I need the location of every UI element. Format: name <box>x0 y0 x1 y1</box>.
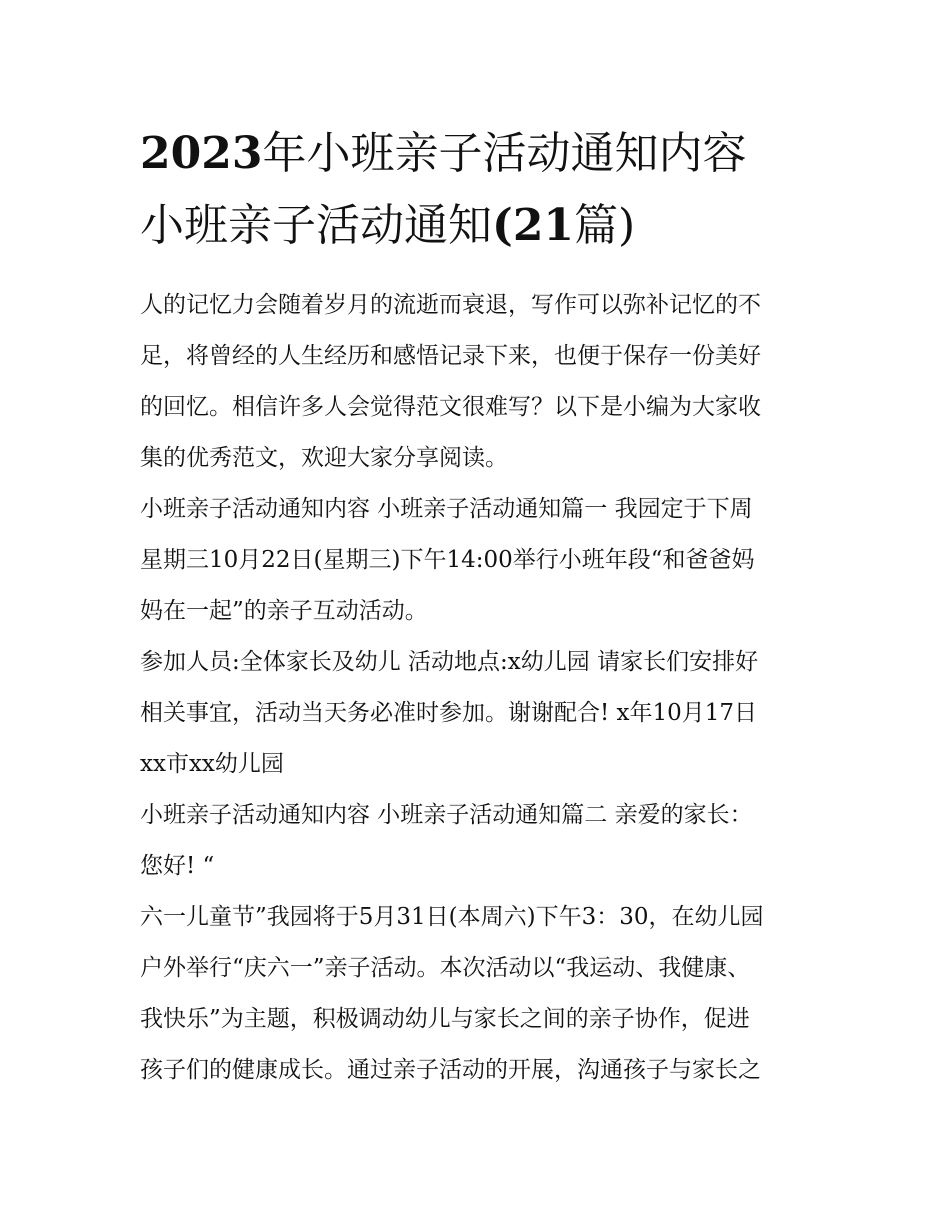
body-line: 您好! “ <box>140 853 215 879</box>
title-line-2-end: 篇) <box>574 200 636 251</box>
body-line: 户外举行“庆六一”亲子活动。本次活动以“我运动、我健康、 <box>140 955 751 981</box>
body-line: 小班亲子活动通知内容 小班亲子活动通知篇一 我园定于下周 <box>140 496 753 522</box>
body-line: 人的记忆力会随着岁月的流逝而衰退，写作可以弥补记忆的不 <box>140 292 761 318</box>
title-line-1-text: 年小班亲子活动通知内容 <box>262 128 747 179</box>
title-line-2-text: 小班亲子活动通知 <box>140 200 492 251</box>
body-line: xx市xx幼儿园 <box>140 751 284 777</box>
body-line: 星期三10月22日(星期三)下午14:00举行小班年段“和爸爸妈 <box>140 547 755 573</box>
document-body <box>140 280 820 1096</box>
title-count: (21 <box>492 200 575 251</box>
body-line: 集的优秀范文，欢迎大家分享阅读。 <box>140 445 508 471</box>
body-line: 参加人员:全体家长及幼儿 活动地点:x幼儿园 请家长们安排好 <box>140 649 759 675</box>
body-line: 相关事宜，活动当天务必准时参加。谢谢配合! x年10月17日 <box>140 700 758 726</box>
body-line: 的回忆。相信许多人会觉得范文很难写？以下是小编为大家收 <box>140 394 761 420</box>
body-line: 足，将曾经的人生经历和感悟记录下来，也便于保存一份美好 <box>140 343 761 369</box>
body-line: 我快乐”为主题，积极调动幼儿与家长之间的亲子协作，促进 <box>140 1006 750 1032</box>
title-year: 2023 <box>140 128 263 179</box>
title-line-2 <box>140 190 820 262</box>
title-line-1 <box>140 118 820 190</box>
body-line: 六一儿童节”我园将于5月31日(本周六)下午3：30，在幼儿园 <box>140 904 764 930</box>
document-title <box>140 118 820 262</box>
body-line: 孩子们的健康成长。通过亲子活动的开展，沟通孩子与家长之 <box>140 1057 761 1083</box>
body-line: 小班亲子活动通知内容 小班亲子活动通知篇二 亲爱的家长： <box>140 802 753 828</box>
body-line: 妈在一起”的亲子互动活动。 <box>140 598 428 624</box>
